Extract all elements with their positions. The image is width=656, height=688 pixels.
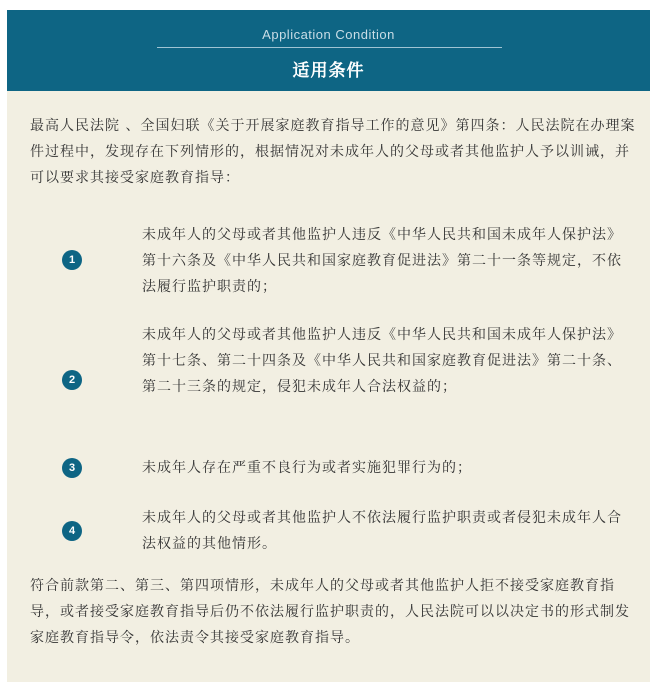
item-1-text: 未成年人的父母或者其他监护人违反《中华人民共和国未成年人保护法》第十六条及《中华人民共和国家庭教育促进法》第二十一条等规定，不依法履行监护职责的； (142, 227, 622, 295)
item-4-text: 未成年人的父母或者其他监护人不依法履行监护职责或者侵犯未成年人合法权益的其他情形。 (142, 510, 622, 552)
item-3-number-badge: 3 (62, 458, 82, 478)
intro-paragraph: 最高人民法院 、全国妇联《关于开展家庭教育指导工作的意见》第四条：人民法院在办理案件过程中，发现存在下列情形的，根据情况对未成年人的父母或者其他监护人予以训诫，并可以要求其接受家庭教育指导： (30, 118, 636, 186)
item-4-number-badge: 4 (62, 521, 82, 541)
header-title-cn: 适用条件 (292, 61, 365, 81)
item-2-text: 未成年人的父母或者其他监护人违反《中华人民共和国未成年人保护法》第十七条、第二十四条及《中华人民共和国家庭教育促进法》第二十条、第二十三条的规定，侵犯未成年人合法权益的； (142, 327, 622, 395)
header-title-en: Application Condition (262, 27, 395, 42)
header-banner (7, 10, 650, 91)
header-divider (157, 47, 502, 48)
item-3-text: 未成年人存在严重不良行为或者实施犯罪行为的； (142, 460, 472, 476)
item-2-number-badge: 2 (62, 370, 82, 390)
closing-paragraph: 符合前款第二、第三、第四项情形，未成年人的父母或者其他监护人拒不接受家庭教育指导，或者接受家庭教育指导后仍不依法履行监护职责的，人民法院可以以决定书的形式制发家庭教育指导令，依法责令其接受家庭教育指导。 (30, 578, 630, 646)
item-1-number-badge: 1 (62, 250, 82, 270)
content-card (7, 10, 650, 682)
